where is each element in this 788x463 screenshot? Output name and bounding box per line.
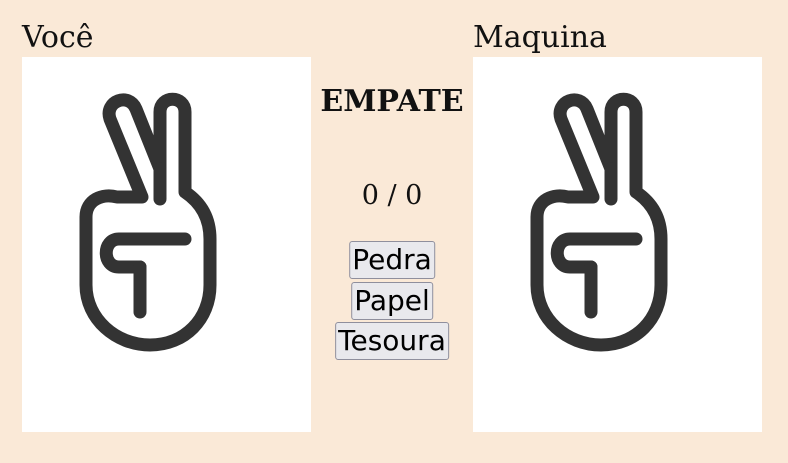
player-label: Você — [22, 20, 94, 55]
result-text: EMPATE — [320, 84, 464, 119]
machine-label: Maquina — [473, 20, 607, 55]
rock-button[interactable]: Pedra — [349, 241, 435, 279]
scissors-hand-icon — [473, 57, 762, 432]
scissors-button[interactable]: Tesoura — [335, 322, 449, 360]
machine-hand-panel — [473, 57, 762, 432]
paper-button[interactable]: Papel — [351, 282, 433, 320]
move-buttons — [311, 0, 473, 463]
player-hand-panel — [22, 57, 311, 432]
scissors-hand-icon — [22, 57, 311, 432]
score-text: 0 / 0 — [361, 180, 423, 211]
